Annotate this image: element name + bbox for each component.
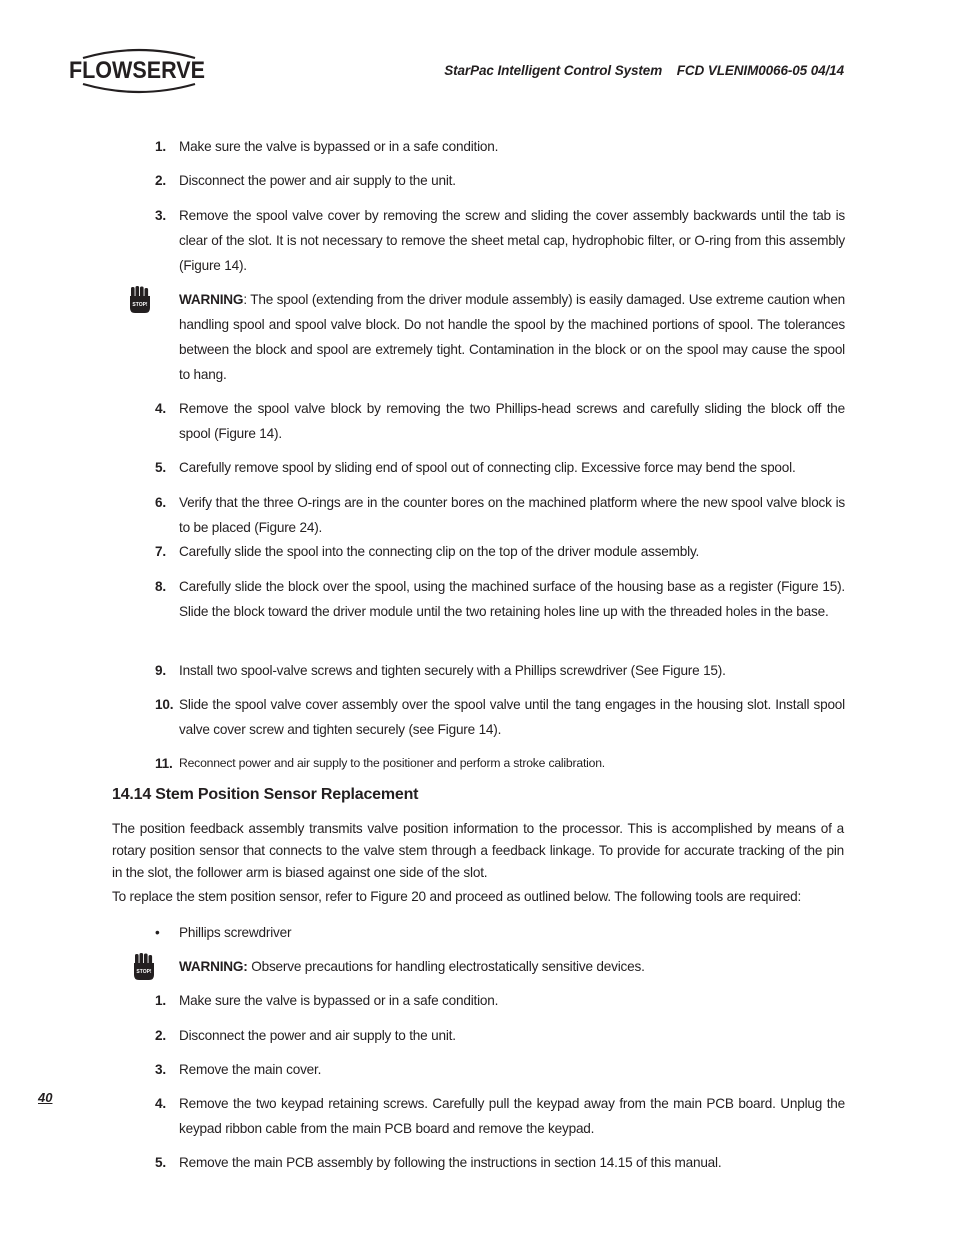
list-item: 9. Install two spool-valve screws and tighten securely with a Phillips screwdriver (See Figure 15). [155,663,726,678]
list-item: 1. Make sure the valve is bypassed or in a safe condition. [155,993,499,1008]
list-item: 2. Disconnect the power and air supply to the unit. [155,1028,456,1043]
list-item: 10. Slide the spool valve cover assembly over the spool valve until the tang engages in the housing slot. Install spool valve cover screw and tighten securely (see Figure 14). [155,697,845,737]
list-item: 7. Carefully slide the spool into the connecting clip on the top of the driver module assembly. [155,544,700,559]
list-item: 1. Make sure the valve is bypassed or in a safe condition. [155,139,499,154]
list-item: 11. Reconnect power and air supply to the positioner and perform a stroke calibration. [155,756,605,771]
page-number: 40 [38,1090,53,1105]
stop-hand-icon [129,286,151,313]
warning-note: WARNING: Observe precautions for handling electrostatically sensitive devices. [179,959,645,974]
bullet-item: • Phillips screwdriver [155,920,845,945]
list-item: 4. Remove the spool valve block by removing the two Phillips-head screws and carefully sliding the block off the spool (Figure 14). [155,401,845,441]
stop-hand-icon [133,953,155,980]
list-item: 6. Verify that the three O-rings are in the counter bores on the machined platform where the new spool valve block is to be placed (Figure 24). [155,495,845,535]
list-item: 5. Carefully remove spool by sliding end of spool out of connecting clip. Excessive force may bend the spool. [155,460,796,475]
svg-text:STOP!: STOP! [132,302,148,308]
svg-text:FLOWSERVE: FLOWSERVE [69,57,205,84]
list-item: 4. Remove the two keypad retaining screws. Carefully pull the keypad away from the main PCB board. Unplug the keypad ribbon cable from the main PCB board and remove the keypad. [155,1096,845,1136]
list-item: 3. Remove the spool valve cover by removing the screw and sliding the cover assembly backwards until the tab is clear of the slot. It is not necessary to remove the sheet metal cap, hydrophobic filter, or O-ring from this assembly (Figure 14). [155,208,845,273]
section-heading: 14.14 Stem Position Sensor Replacement [112,786,419,803]
flowserve-logo [69,46,209,96]
document-header-title: StarPac Intelligent Control System FCD VLENIM0066-05 04/14 [444,63,844,78]
list-item: 2. Disconnect the power and air supply to the unit. [155,173,456,188]
bullet-icon: • [155,925,160,940]
list-item: 5. Remove the main PCB assembly by following the instructions in section 14.15 of this manual. [155,1155,722,1170]
section-paragraph: The position feedback assembly transmits valve position information to the processor. This is accomplished by means of a rotary position sensor that connects to the valve stem through a feedback linkage. To provide for accurate tracking of the pin in the slot, the follower arm is biased against one side of the slot. [112,821,844,880]
list-item: 3. Remove the main cover. [155,1062,322,1077]
section-paragraph: To replace the stem position sensor, refer to Figure 20 and proceed as outlined below. The following tools are required: [112,889,802,904]
warning-note: WARNING: The spool (extending from the driver module assembly) is easily damaged. Use extreme caution when handling spool and spool valve block. Do not handle the spool by the machined portions of spool. The tolerances between the block and spool are extremely tight. Contamination in the block or on the spool may cause the spool to hang. [179,292,845,382]
list-item: 8. Carefully slide the block over the spool, using the machined surface of the housing base as a register (Figure 15). Slide the block toward the driver module until the two retaining holes line up with the threaded holes in the base. [155,579,845,619]
svg-text:STOP!: STOP! [136,969,152,975]
